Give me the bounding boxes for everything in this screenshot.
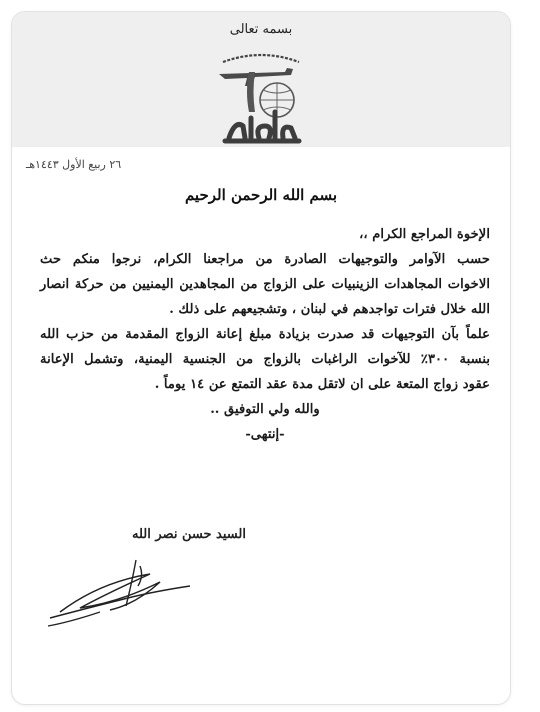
letter-line: بنسبة ٣٠٠٪ للآخوات الراغبات بالزواج من الجنسية اليمنية، وتشمل الإعانة (40, 352, 490, 367)
letter-line: علماً بآن التوجيهات قد صدرت بزيادة مبلغ إعانة الزواج المقدمة من حزب الله (40, 327, 490, 342)
letter-card (11, 11, 511, 705)
hezbollah-emblem-icon (215, 42, 307, 144)
letter-line: عقود زواج المتعة على ان لاتقل مدة عقد التمتع عن ١٤ يوماً . (154, 377, 490, 392)
handwritten-signature (40, 552, 200, 632)
letter-line: حسب الآوامر والتوجيهات الصادرة من مراجعنا الكرام، نرجوا منكم حث (40, 252, 490, 267)
letter-line: الله خلال فترات تواجدهم في لبنان ، وتشجيعهم على ذلك . (169, 302, 490, 317)
letter-closing: والله ولي التوفيق .. (210, 402, 320, 417)
signatory-name: السيد حسن نصر الله (132, 527, 246, 542)
letterhead-invocation: بسمه تعالى (229, 22, 293, 37)
letter-greeting: الإخوة المراجع الكرام ،، (359, 227, 490, 242)
letter-paragraph-2 (40, 322, 490, 397)
letter-basmala: بسم الله الرحمن الرحيم (184, 186, 338, 204)
letter-end-mark: -إنتهى- (245, 427, 285, 442)
letter-body (40, 222, 490, 447)
letter-paragraph-1 (40, 247, 490, 322)
letter-date: ٢٦ ربيع الأول ١٤٤٣هـ (26, 158, 122, 171)
letterhead (12, 12, 510, 147)
letter-line: الاخوات المجاهدات الزينبيات على الزواج من المجاهدين اليمنيين من حركة انصار (40, 277, 490, 292)
